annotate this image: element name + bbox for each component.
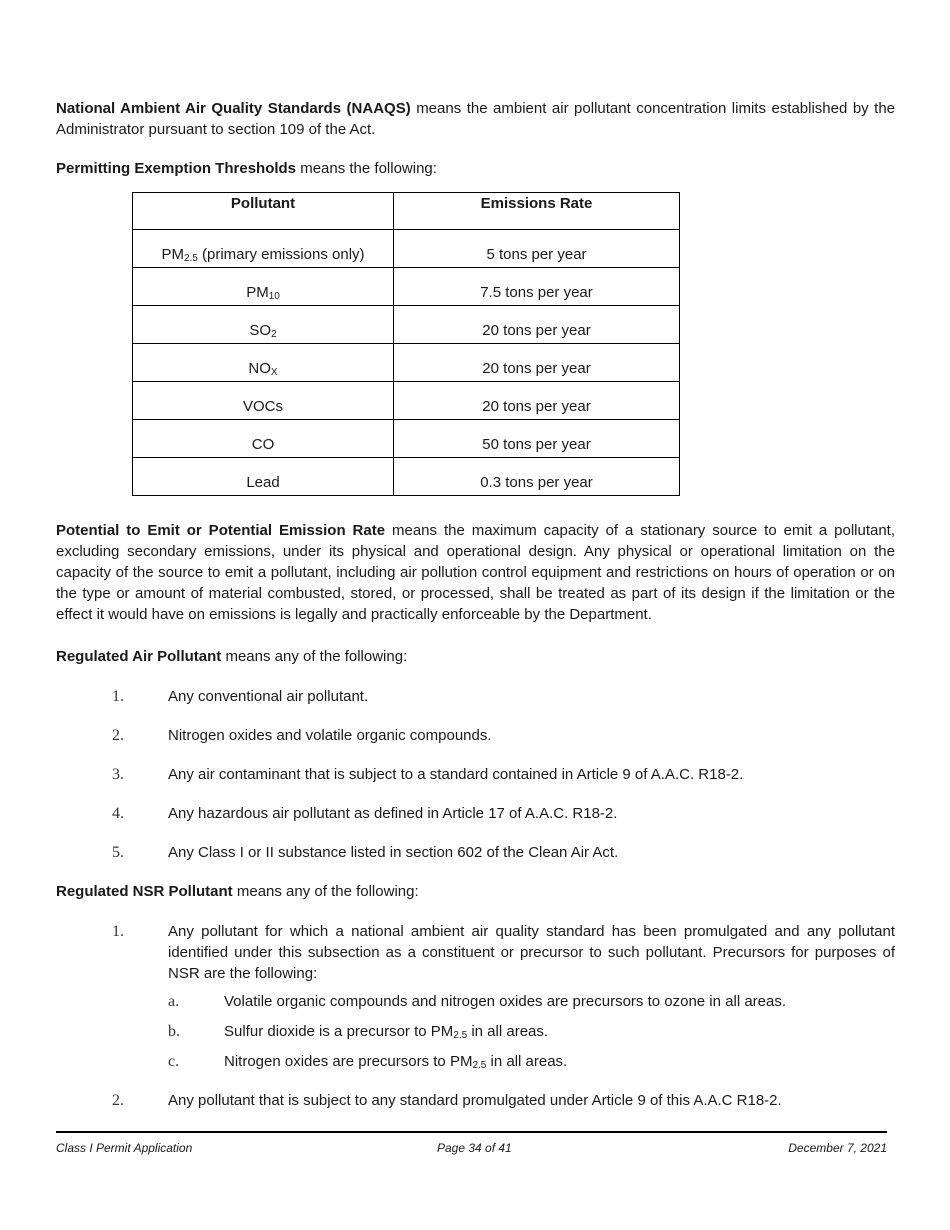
nsr-text: means any of the following: [232,883,419,900]
rate-cell: 20 tons per year [394,382,680,420]
exemption-thresholds-table [132,192,680,496]
naaqs-text: means the ambient air pollutant concentration limits established by the Administrator pursuant to section 109 of the Act. [56,100,896,138]
pollutant-cell: Lead [133,458,394,496]
header-emissions-rate: Emissions Rate [394,193,680,230]
pte-term: Potential to Emit or Potential Emission Rate [56,522,386,539]
document-body [56,98,895,1111]
sublist-subscript: 2.5 [472,1060,487,1071]
list-text: Any conventional air pollutant. [168,688,369,705]
list-number: 2. [112,1092,124,1109]
pollutant-suffix: (primary emissions only) [197,246,365,263]
list-number: 1. [112,923,124,940]
pollutant-cell [133,268,394,306]
pollutant-subscript: 2 [271,329,277,340]
sublist-item [168,991,895,1012]
list-number: 3. [112,766,124,783]
pollutant-cell [133,306,394,344]
sublist-letter: b. [168,1023,180,1040]
rap-list [56,686,895,863]
nsr-list [56,921,895,1111]
sublist-letter: a. [168,993,180,1010]
list-item [56,921,895,1072]
footer-document-title: Class I Permit Application [56,1141,193,1155]
rap-term: Regulated Air Pollutant [56,648,222,665]
list-item [56,842,895,863]
table-row [133,230,680,268]
sublist-letter: c. [168,1053,180,1070]
pollutant-subscript: 2.5 [183,253,198,264]
list-number: 2. [112,727,124,744]
rap-text: means any of the following: [221,648,408,665]
list-text: Nitrogen oxides and volatile organic compounds. [168,727,492,744]
list-text: Any hazardous air pollutant as defined in Article 17 of A.A.C. R18-2. [168,805,618,822]
list-number: 1. [112,688,124,705]
sublist-text-pre: Sulfur dioxide is a precursor to PM [224,1023,454,1040]
rate-cell: 7.5 tons per year [394,268,680,306]
pollutant-cell: CO [133,420,394,458]
sublist-text: Volatile organic compounds and nitrogen oxides are precursors to ozone in all areas. [224,993,787,1010]
rate-cell: 50 tons per year [394,420,680,458]
table-header-row [133,193,680,230]
list-item [56,803,895,824]
nsr-definition [56,881,895,902]
header-pollutant: Pollutant [133,193,394,230]
table-row [133,420,680,458]
sublist-text-pre: Nitrogen oxides are precursors to PM [224,1053,473,1070]
pet-text: means the following: [296,160,437,177]
sublist-text-post: in all areas. [467,1023,549,1040]
sublist-item [168,1021,895,1042]
pollutant-subscript: 10 [268,291,280,302]
table-row [133,382,680,420]
list-item [56,764,895,785]
pollutant-name: NO [248,360,271,377]
pollutant-name: PM [246,284,269,301]
naaqs-definition [56,98,895,140]
sublist-text-post: in all areas. [486,1053,568,1070]
table-row [133,458,680,496]
rap-definition [56,646,895,667]
pte-definition [56,520,895,625]
footer-page-number: Page 34 of 41 [437,1141,512,1155]
nsr-term: Regulated NSR Pollutant [56,883,233,900]
list-item [56,686,895,707]
pollutant-cell: VOCs [133,382,394,420]
footer-date: December 7, 2021 [788,1141,887,1155]
table-row [133,306,680,344]
pet-term: Permitting Exemption Thresholds [56,160,297,177]
rate-cell: 5 tons per year [394,230,680,268]
sublist-subscript: 2.5 [453,1030,468,1041]
list-number: 5. [112,844,124,861]
list-text: Any Class I or II substance listed in section 602 of the Clean Air Act. [168,844,619,861]
pollutant-cell [133,230,394,268]
pollutant-cell [133,344,394,382]
pollutant-subscript: X [270,367,278,378]
list-text: Any pollutant for which a national ambient air quality standard has been promulgated and any pollutant identified under this subsection as a constituent or precursor to such pollutant. Precursors for purposes of NSR are the following: [168,923,895,982]
pollutant-name: SO [249,322,272,339]
table-row [133,268,680,306]
pet-definition [56,158,895,179]
naaqs-term: National Ambient Air Quality Standards (NAAQS) [56,100,411,117]
list-text: Any air contaminant that is subject to a standard contained in Article 9 of A.A.C. R18-2. [168,766,744,783]
table-row [133,344,680,382]
rate-cell: 20 tons per year [394,306,680,344]
rate-cell: 0.3 tons per year [394,458,680,496]
list-item [56,725,895,746]
sublist-item [168,1051,895,1072]
pollutant-name: PM [161,246,184,263]
precursor-sublist [168,991,895,1072]
rate-cell: 20 tons per year [394,344,680,382]
list-item [56,1090,895,1111]
pte-text: means the maximum capacity of a stationary source to emit a pollutant, excluding secondary emissions, under its physical and operational design. Any physical or operational limitation on the capacity of the source to emit a pollutant, including air pollution control equipment and restrictions on hours of operation or on the type or amount of material combusted, stored, or processed, shall be treated as part of its design if the limitation or the effect it would have on emissions is legally and practically enforceable by the Department. [56,522,896,623]
footer-rule [56,1131,887,1133]
list-text: Any pollutant that is subject to any standard promulgated under Article 9 of this A.A.C R18-2. [168,1092,782,1109]
list-number: 4. [112,805,124,822]
